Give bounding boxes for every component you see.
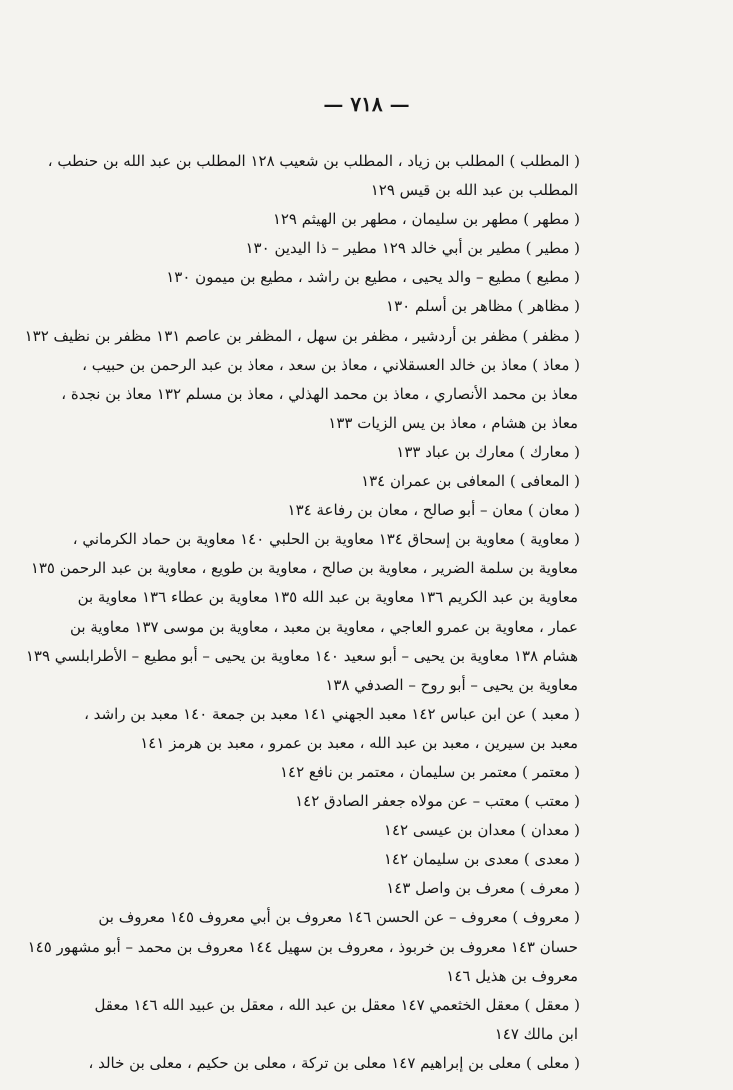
text-line: عمار ، معاوية بن عمرو العاجي ، معاوية بن معبد ، معاوية بن موسى ١٣٧ معاوية بن [70,617,578,636]
text-line: ( معاذ ) معاذ بن خالد العسقلاني ، معاذ بن سعد ، معاذ بن عبد الرحمن بن حبيب ، [82,355,580,374]
text-line: ( مطير ) مطير بن أبي خالد ١٢٩ مطير – ذا اليدين ١٣٠ [245,239,580,258]
text-line: معاذ بن محمد الأنصاري ، معاذ بن محمد الهذلي ، معاذ بن مسلم ١٣٢ معاذ بن نجدة ، [61,384,578,403]
text-line: ( المعافى ) المعافى بن عمران ١٣٤ [361,472,580,491]
text-line: ( معان ) معان – أبو صالح ، معان بن رفاعة ١٣٤ [287,501,580,520]
text-line: ( معتب ) معتب – عن مولاه جعفر الصادق ١٤٢ [295,792,580,811]
text-line: ( معارك ) معارك بن عباد ١٣٣ [396,442,580,461]
text-line: ( معرف ) معرف بن واصل ١٤٣ [386,879,580,898]
text-line: ( مطهر ) مطهر بن سليمان ، مطهر بن الهيثم ١٢٩ [272,210,580,229]
text-line: ( معاوية ) معاوية بن إسحاق ١٣٤ معاوية بن الحلبي ١٤٠ معاوية بن حماد الكرماني ، [72,530,580,549]
text-line: ( معروف ) معروف – عن الحسن ١٤٦ معروف بن أبي معروف ١٤٥ معروف بن [98,908,580,927]
text-line: ( مظفر ) مظفر بن أردشير ، مظفر بن سهل ، المظفر بن عاصم ١٣١ مظفر بن نظيف ١٣٢ [24,326,580,345]
text-line: هشام ١٣٨ معاوية بن يحيى – أبو سعيد ١٤٠ معاوية بن يحيى – أبو مطيع – الأطرابلسي ١٣٩ [25,646,578,665]
text-line: ( معقل ) معقل الخثعمي ١٤٧ معقل بن عبد الله ، معقل بن عبيد الله ١٤٦ معقل [94,995,580,1014]
text-line: ( معتمر ) معتمر بن سليمان ، معتمر بن نافع ١٤٢ [279,762,580,781]
index-text [0,147,733,1078]
text-line: معاوية بن سلمة الضرير ، معاوية بن صالح ، معاوية بن طويع ، معاوية بن عبد الرحمن ١٣٥ [30,559,578,578]
text-line: ابن مالك ١٤٧ [494,1024,578,1043]
text-line: معاوية بن عبد الكريم ١٣٦ معاوية بن عبد الله ١٣٥ معاوية بن عطاء ١٣٦ معاوية بن [77,588,578,607]
text-line: ( مظاهر ) مظاهر بن أسلم ١٣٠ [386,297,580,316]
text-line: ( معلى ) معلى بن إبراهيم ١٤٧ معلى بن تركة ، معلى بن حكيم ، معلى بن خالد ، [88,1053,580,1072]
text-line: ( المطلب ) المطلب بن زياد ، المطلب بن شعيب ١٢٨ المطلب بن عبد الله بن حنطب ، [47,152,580,170]
text-line: معاوية بن يحيى – أبو روح – الصدفي ١٣٨ [325,675,578,694]
page-number: — ٧١٨ — [323,92,410,116]
text-line: حسان ١٤٣ معروف بن خربوذ ، معروف بن سهيل ١٤٤ معروف بن محمد – أبو مشهور ١٤٥ [27,937,578,956]
text-line: معبد بن سيرين ، معبد بن عبد الله ، معبد بن عمرو ، معبد بن هرمز ١٤١ [140,733,578,752]
text-line: المطلب بن عبد الله بن قيس ١٢٩ [370,181,578,200]
text-line: ( معدى ) معدى بن سليمان ١٤٢ [383,850,580,869]
text-line: ( معبد ) عن ابن عباس ١٤٢ معبد الجهني ١٤١ معبد بن جمعة ١٤٠ معبد بن راشد ، [84,704,580,723]
text-line: معروف بن هذيل ١٤٦ [446,966,578,985]
text-line: معاذ بن هشام ، معاذ بن يس الزيات ١٣٣ [328,413,578,432]
text-line: ( مطيع ) مطيع – والد يحيى ، مطيع بن راشد ، مطيع بن ميمون ١٣٠ [166,268,580,287]
text-line: ( معدان ) معدان بن عيسى ١٤٢ [383,821,580,840]
